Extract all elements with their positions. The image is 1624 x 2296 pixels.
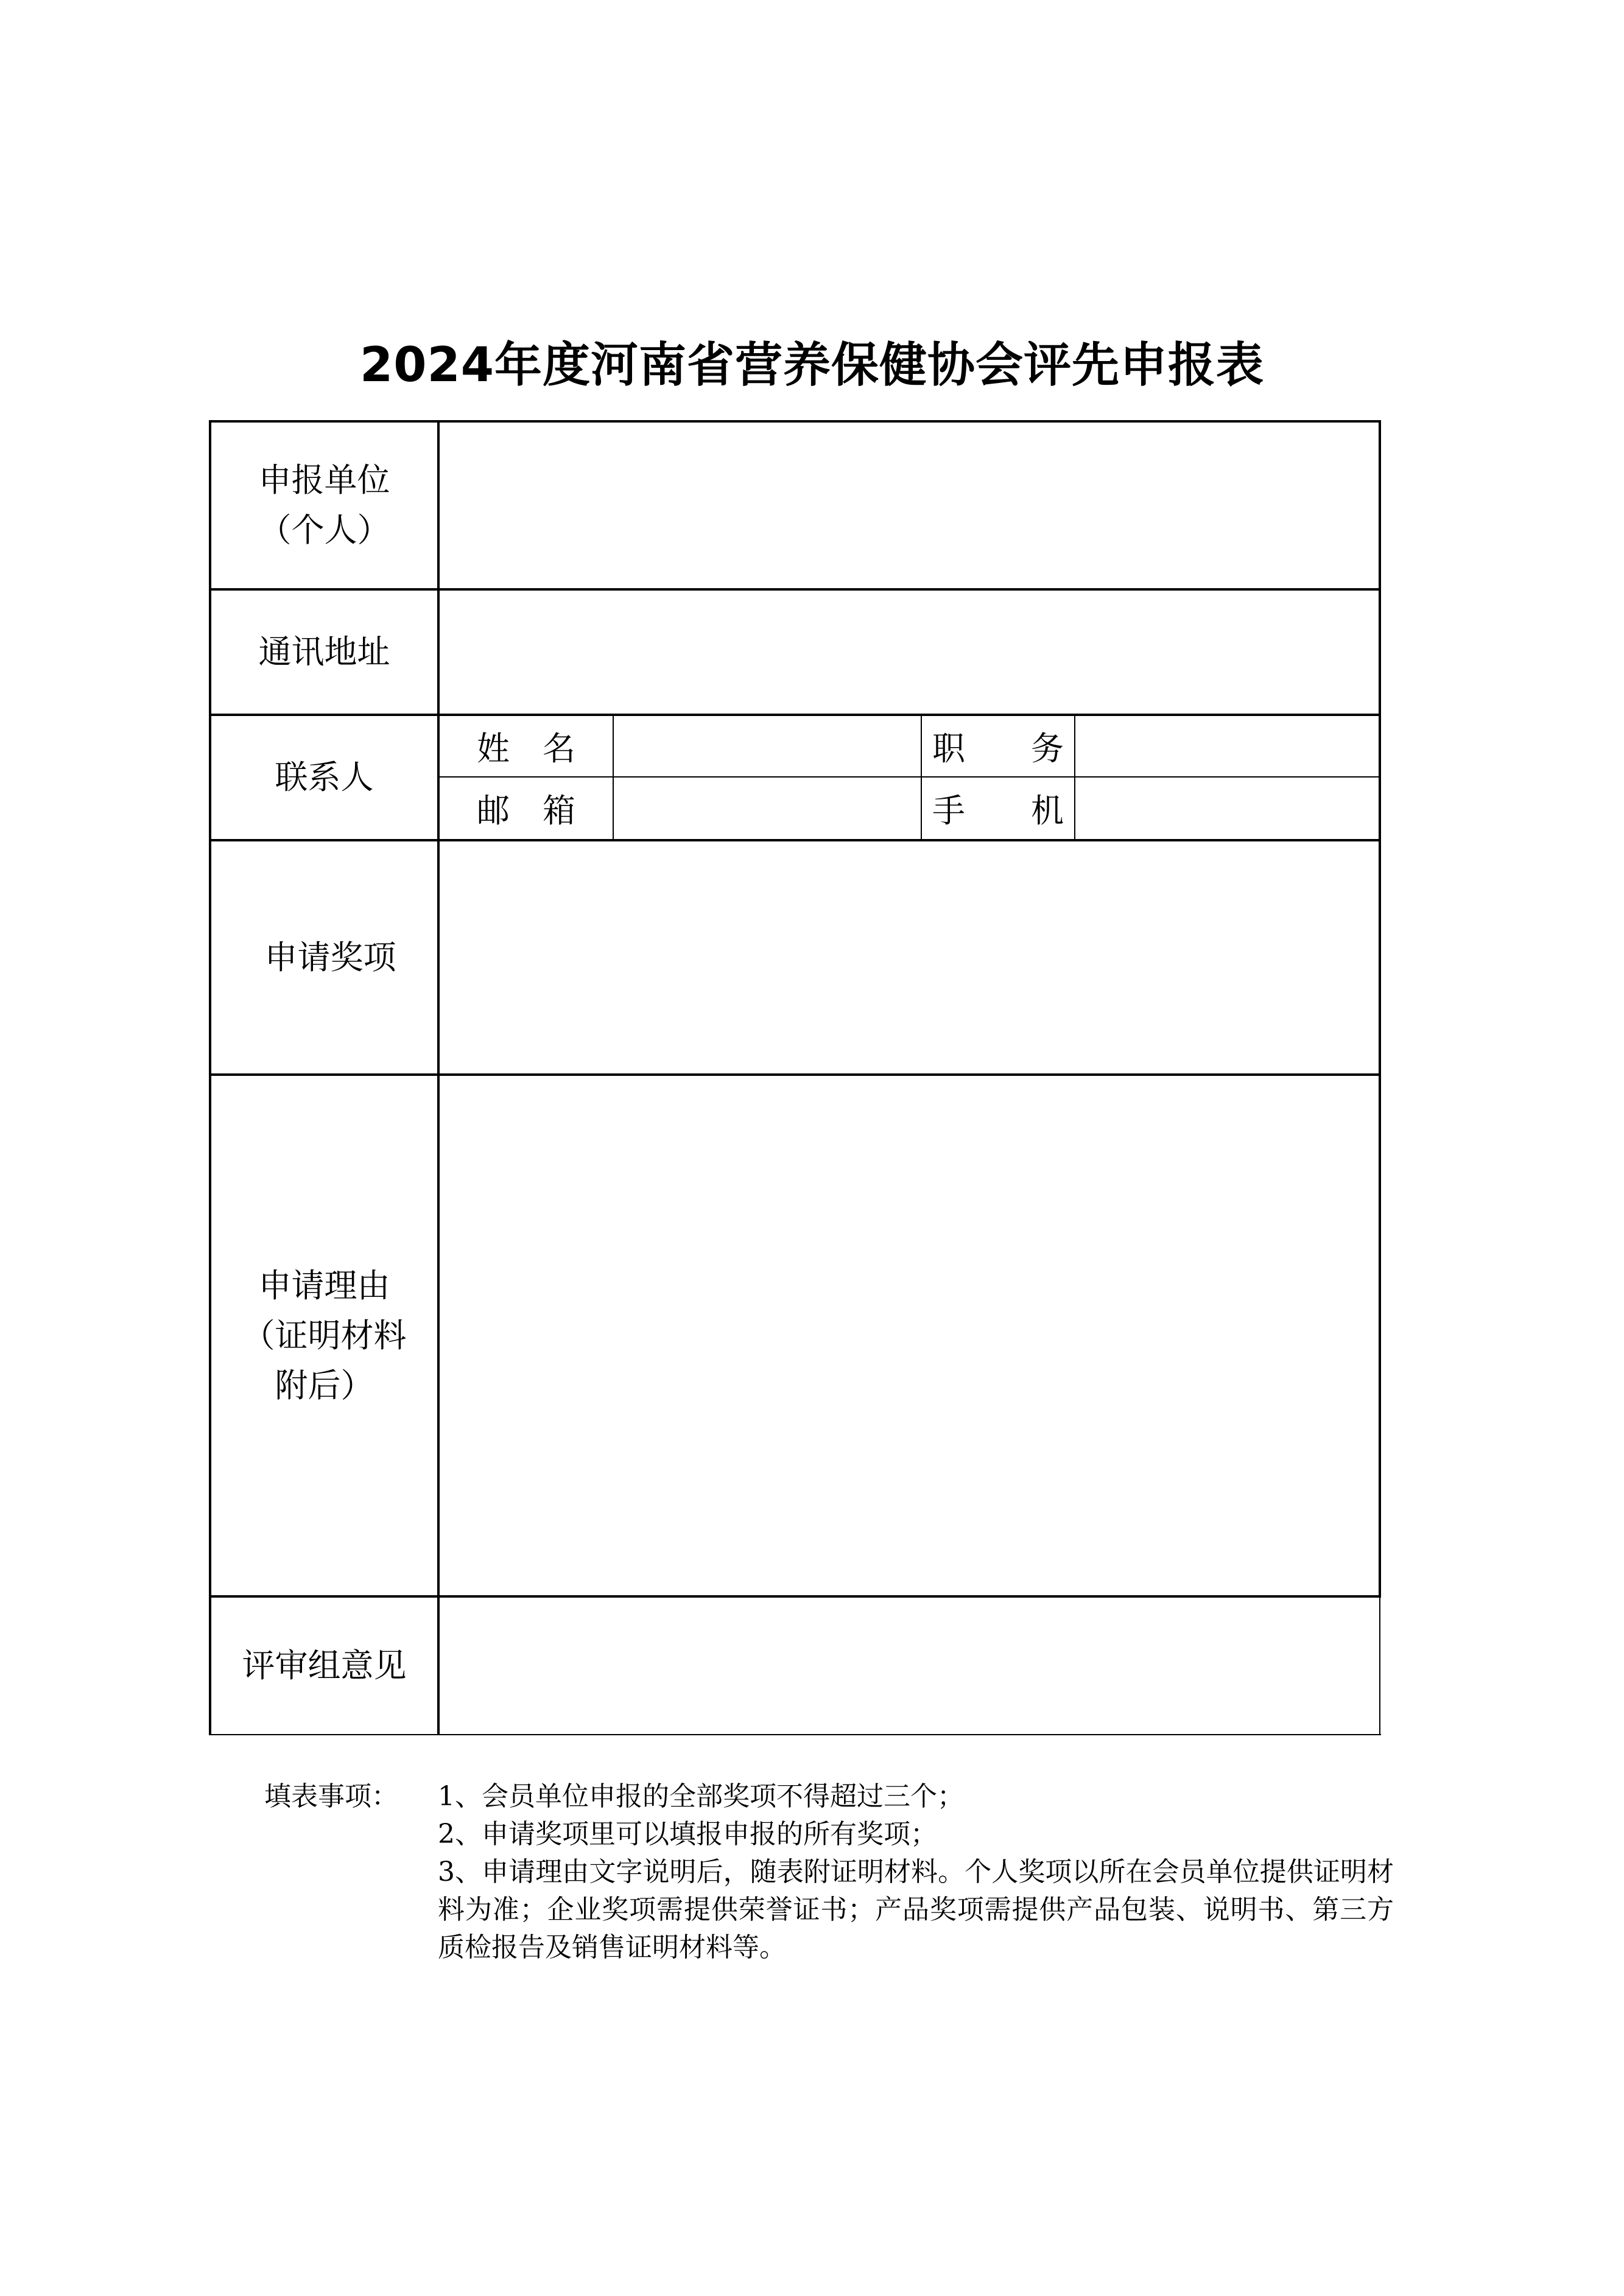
email-field[interactable] <box>614 778 921 839</box>
page-title: 2024年度河南省营养保健协会评先申报表 <box>359 338 1265 393</box>
position-field[interactable] <box>1075 716 1379 776</box>
phone-field[interactable] <box>1075 778 1379 839</box>
review-field[interactable] <box>440 1598 1379 1734</box>
form-right-border <box>1379 420 1381 1596</box>
email-label: 邮 箱 <box>477 792 575 830</box>
contact-label: 联系人 <box>275 758 374 796</box>
note-item-2: 2、申请奖项里可以填报申报的所有奖项； <box>438 1819 937 1850</box>
note-item-3: 3、申请理由文字说明后，随表附证明材料。个人奖项以所在会员单位提供证明材料为准；企业奖项需提供荣誉证书；产品奖项需提供产品包装、说明书、第三方质检报告及销售证明材料等。 <box>438 1856 1394 1963</box>
form-bottom-border <box>209 1734 1381 1735</box>
reason-field[interactable] <box>440 1076 1379 1595</box>
reason-label-line2: （证明材料 <box>242 1316 407 1355</box>
reason-label-line3: 附后） <box>275 1366 374 1405</box>
address-field[interactable] <box>440 591 1379 714</box>
note-item-1: 1、会员单位申报的全部奖项不得超过三个； <box>438 1781 964 1812</box>
address-label: 通讯地址 <box>258 633 390 671</box>
name-label: 姓 名 <box>477 729 575 768</box>
award-label: 申请奖项 <box>264 938 396 977</box>
award-field[interactable] <box>440 841 1379 1073</box>
applicant-label <box>211 423 437 588</box>
review-label: 评审组意见 <box>242 1646 407 1685</box>
application-form <box>209 420 1381 1735</box>
position-label: 职 务 <box>932 729 1064 768</box>
phone-label: 手 机 <box>932 792 1064 830</box>
name-field[interactable] <box>614 716 921 776</box>
reason-label <box>211 1076 437 1595</box>
applicant-field[interactable] <box>440 423 1379 588</box>
reason-label-line1: 申请理由 <box>258 1266 390 1305</box>
notes-heading: 填表事项： <box>264 1781 398 1812</box>
form-right-border-lower <box>1379 1596 1380 1735</box>
applicant-label-line2: （个人） <box>258 511 390 549</box>
applicant-label-line1: 申报单位 <box>258 461 390 499</box>
